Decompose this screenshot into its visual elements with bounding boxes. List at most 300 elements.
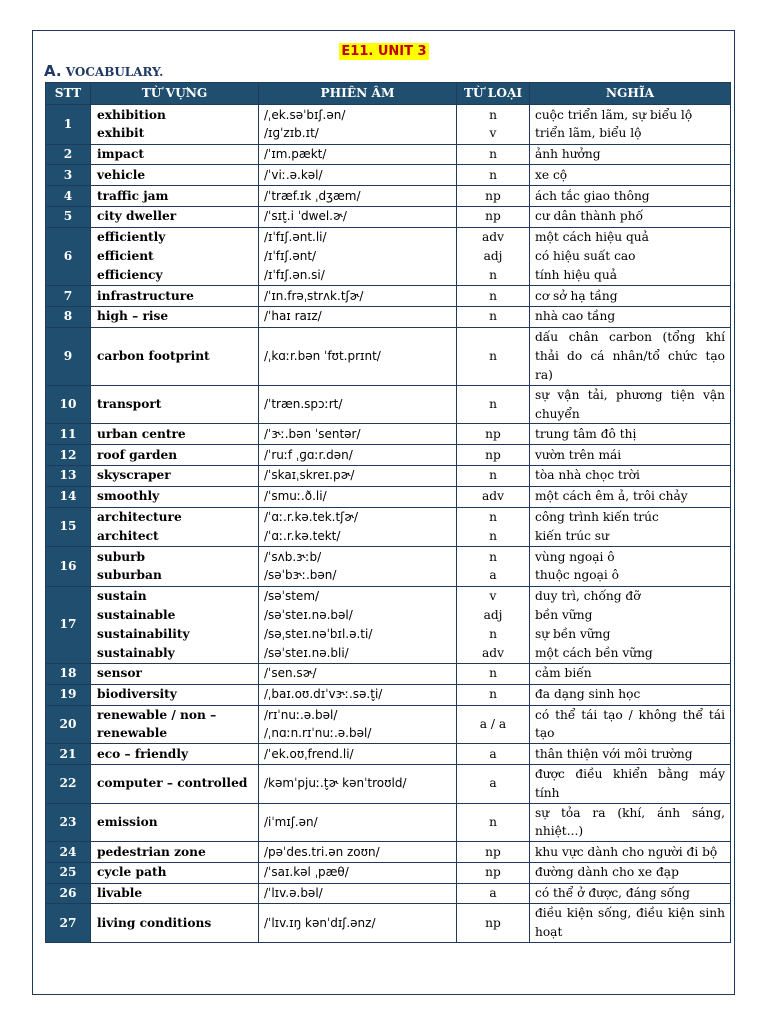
vocab-word [91,883,259,904]
meaning [530,465,731,486]
part-of-speech-line: n [489,397,497,412]
phonetic-line: /ˈlɪv.ɪŋ kənˈdɪʃ.ənz/ [264,915,376,930]
page-title: E11. UNIT 3 [341,44,427,59]
meaning-line: thuộc ngoại ô [535,568,619,583]
phonetic-line: /səˌsteɪ.nəˈbɪl.ə.ti/ [264,626,373,641]
meaning-line: trung tâm đô thị [535,426,637,441]
vocab-word-line: sustainability [97,626,190,641]
table-row [46,705,731,744]
table-row [46,883,731,904]
part-of-speech-line: np [485,188,501,203]
phonetic-line: /səˈsteɪ.nə.bəl/ [264,608,353,623]
vocab-word [91,486,259,507]
phonetic-line: /ˈviː.ə.kəl/ [264,167,323,182]
phonetic-line: /ˈɪm.pækt/ [264,147,327,162]
section-label: VOCABULARY. [65,65,164,79]
phonetic-line: /iˈmɪʃ.ən/ [264,814,318,829]
part-of-speech [457,507,530,547]
vocabulary-table [45,82,731,943]
part-of-speech-line: a [489,568,497,583]
vocab-word-line: carbon footprint [97,348,210,363]
part-of-speech-line: n [489,528,497,543]
phonetic [259,465,457,486]
table-row [46,424,731,445]
phonetic-line: /ˌnɑːn.rɪˈnuː.ə.bəl/ [264,726,372,741]
meaning-line: triển lãm, biểu lộ [535,126,642,141]
phonetic-line: /səˈbɝː.bən/ [264,568,337,583]
vocab-word [91,862,259,883]
part-of-speech [457,105,530,145]
vocab-word-line: smoothly [97,489,160,504]
row-number: 25 [46,862,91,883]
table-row [46,385,731,424]
row-number: 19 [46,684,91,705]
phonetic-line: /ɪɡˈzɪb.ɪt/ [264,126,319,141]
table-row [46,764,731,803]
vocab-word-line: cycle path [97,865,167,880]
meaning-line: cảm biến [535,666,592,681]
part-of-speech-line: adj [483,608,503,623]
phonetic [259,507,457,547]
phonetic [259,764,457,803]
vocab-word [91,306,259,327]
vocab-word [91,144,259,165]
meaning [530,327,731,385]
vocab-word [91,684,259,705]
row-number: 14 [46,486,91,507]
phonetic-line: /səˈstem/ [264,589,320,604]
part-of-speech-line: adj [483,249,503,264]
table-row [46,486,731,507]
phonetic [259,227,457,285]
row-number: 4 [46,186,91,207]
phonetic [259,705,457,744]
meaning [530,586,731,663]
meaning-line: có hiệu suất cao [535,249,636,264]
vocab-word [91,206,259,227]
part-of-speech-line: n [489,348,497,363]
vocab-word-line: biodiversity [97,687,177,702]
phonetic [259,424,457,445]
table-row [46,306,731,327]
phonetic-line: /ˈtræf.ɪk ˌdʒæm/ [264,188,361,203]
table-row [46,684,731,705]
part-of-speech-line: n [489,267,497,282]
part-of-speech-line: a [489,776,497,791]
part-of-speech-line: np [485,844,501,859]
phonetic-line: /kəmˈpjuː.t̬ɚ kənˈtroʊld/ [264,776,407,791]
table-row [46,186,731,207]
table-row [46,105,731,145]
vocab-word-line: high – rise [97,309,169,324]
vocab-word-line: efficiency [97,267,163,282]
vocab-word-line: livable [97,886,143,901]
part-of-speech-line: np [485,865,501,880]
meaning [530,286,731,307]
part-of-speech-line: n [489,687,497,702]
part-of-speech-line: adv [482,489,504,504]
phonetic [259,842,457,863]
phonetic [259,445,457,466]
part-of-speech [457,144,530,165]
vocab-word [91,663,259,684]
meaning [530,144,731,165]
vocab-word [91,547,259,587]
phonetic-line: /ˈsen.sɚ/ [264,666,317,681]
part-of-speech [457,465,530,486]
table-row [46,227,731,285]
phonetic [259,186,457,207]
meaning [530,165,731,186]
table-row [46,547,731,587]
part-of-speech-line: n [489,309,497,324]
table-row [46,144,731,165]
phonetic [259,586,457,663]
part-of-speech-line: np [485,447,501,462]
table-row [46,663,731,684]
row-number: 17 [46,586,91,663]
vocab-word [91,327,259,385]
vocab-word [91,705,259,744]
phonetic [259,663,457,684]
section-heading [44,62,163,80]
phonetic [259,684,457,705]
vocab-word-line: impact [97,147,144,162]
part-of-speech-line: adv [482,230,504,245]
part-of-speech [457,206,530,227]
vocab-word [91,803,259,842]
phonetic-line: /ˈsʌb.ɝːb/ [264,549,322,564]
meaning [530,206,731,227]
part-of-speech [457,227,530,285]
table-row [46,904,731,943]
phonetic-line: /ˈɪn.frəˌstrʌk.tʃɚ/ [264,288,364,303]
vocab-word [91,186,259,207]
vocab-word [91,744,259,765]
part-of-speech [457,186,530,207]
table-row [46,286,731,307]
meaning [530,904,731,943]
vocab-word [91,424,259,445]
meaning [530,105,731,145]
vocab-word-line: infrastructure [97,288,194,303]
part-of-speech [457,385,530,424]
meaning-line: thân thiện với môi trường [535,746,693,761]
part-of-speech-line: n [489,468,497,483]
phonetic [259,165,457,186]
part-of-speech [457,803,530,842]
part-of-speech [457,663,530,684]
phonetic-line: /ˈsɪt̬.i ˈdwel.ɚ/ [264,209,347,224]
vocab-word [91,165,259,186]
meaning-line: một cách hiệu quả [535,230,649,245]
vocab-word-line: suburb [97,549,146,564]
part-of-speech [457,306,530,327]
phonetic-line: /ˌbaɪ.oʊ.dɪˈvɝː.sə.t̬i/ [264,687,383,702]
meaning [530,385,731,424]
meaning-line: vùng ngoại ô [535,549,615,564]
header-pos: TỪ LOẠI [457,83,530,105]
meaning [530,424,731,445]
meaning-line: công trình kiến trúc [535,510,659,525]
vocab-word-line: sensor [97,666,142,681]
table-row [46,744,731,765]
meaning-line: kiến trúc sư [535,528,609,543]
phonetic-line: /ˈtræn.spɔːrt/ [264,397,343,412]
phonetic [259,744,457,765]
meaning-line: cư dân thành phố [535,209,644,224]
table-row [46,445,731,466]
part-of-speech-line: a [489,746,497,761]
meaning [530,744,731,765]
meaning [530,883,731,904]
row-number: 13 [46,465,91,486]
row-number: 23 [46,803,91,842]
vocab-word-line: sustain [97,589,147,604]
vocab-word [91,842,259,863]
table-row [46,327,731,385]
row-number: 24 [46,842,91,863]
row-number: 3 [46,165,91,186]
row-number: 8 [46,306,91,327]
phonetic-line: /rɪˈnuː.ə.bəl/ [264,707,338,722]
table-body [46,105,731,943]
part-of-speech [457,424,530,445]
row-number: 15 [46,507,91,547]
phonetic [259,904,457,943]
meaning [530,227,731,285]
phonetic-line: /səˈsteɪ.nə.bli/ [264,645,349,660]
vocab-word-line: living conditions [97,915,212,930]
meaning-line: điều kiện sống, điều kiện sinh hoạt [535,906,725,940]
vocab-word-line: roof garden [97,447,178,462]
phonetic-line: /ˈɝː.bən ˈsentər/ [264,426,361,441]
phonetic [259,327,457,385]
part-of-speech [457,286,530,307]
vocab-word [91,507,259,547]
row-number: 9 [46,327,91,385]
vocab-word-line: sustainably [97,645,175,660]
part-of-speech [457,744,530,765]
phonetic-line: /ˈsaɪ.kəl ˌpæθ/ [264,865,349,880]
phonetic [259,306,457,327]
part-of-speech [457,486,530,507]
phonetic-line: /ˌek.səˈbɪʃ.ən/ [264,107,346,122]
phonetic-line: /ɪˈfɪʃ.ənt.li/ [264,230,327,245]
phonetic [259,486,457,507]
phonetic-line: /ˈsmuː.ð.li/ [264,489,327,504]
phonetic-line: /ˈek.oʊˌfrend.li/ [264,746,354,761]
vocab-word-line: eco – friendly [97,746,189,761]
meaning-line: vườn trên mái [535,447,622,462]
table-header-row [46,83,731,105]
row-number: 26 [46,883,91,904]
part-of-speech-line: n [489,510,497,525]
table-row [46,803,731,842]
part-of-speech-line: n [489,107,497,122]
part-of-speech-line: n [489,666,497,681]
meaning-line: ách tắc giao thông [535,188,650,203]
row-number: 10 [46,385,91,424]
part-of-speech-line: n [489,814,497,829]
meaning-line: sự bền vững [535,626,611,641]
vocab-word-line: traffic jam [97,188,169,203]
vocab-word-line: exhibit [97,126,145,141]
phonetic-line: /ɪˈfɪʃ.ənt/ [264,249,317,264]
part-of-speech-line: n [489,626,497,641]
header-word: TỪ VỰNG [91,83,259,105]
row-number: 7 [46,286,91,307]
phonetic [259,286,457,307]
meaning [530,306,731,327]
row-number: 21 [46,744,91,765]
vocab-word-line: pedestrian zone [97,844,206,859]
part-of-speech [457,445,530,466]
row-number: 6 [46,227,91,285]
phonetic [259,105,457,145]
meaning-line: nhà cao tầng [535,309,616,324]
meaning-line: sự vận tải, phương tiện vận chuyển [535,387,725,421]
vocab-word [91,904,259,943]
part-of-speech [457,862,530,883]
table-row [46,165,731,186]
part-of-speech-line: n [489,288,497,303]
row-number: 22 [46,764,91,803]
part-of-speech-line: a / a [479,716,507,731]
row-number: 12 [46,445,91,466]
meaning-line: xe cộ [535,167,568,182]
table-row [46,862,731,883]
meaning [530,803,731,842]
phonetic [259,547,457,587]
meaning [530,663,731,684]
phonetic [259,862,457,883]
meaning-line: đường dành cho xe đạp [535,865,679,880]
meaning-line: một cách êm ả, trôi chảy [535,489,688,504]
vocab-word-line: emission [97,814,158,829]
header-meaning: NGHĨA [530,83,731,105]
meaning-line: dấu chân carbon (tổng khí thải do cá nhân/tổ chức tạo ra) [535,330,725,382]
part-of-speech [457,165,530,186]
header-ipa: PHIÊN ÂM [259,83,457,105]
part-of-speech [457,684,530,705]
header-stt: STT [46,83,91,105]
phonetic-line: /ˈɑː.r.kə.tekt/ [264,528,341,543]
part-of-speech-line: n [489,147,497,162]
meaning-line: duy trì, chống đỡ [535,589,641,604]
row-number: 11 [46,424,91,445]
row-number: 5 [46,206,91,227]
meaning-line: cuộc triển lãm, sự biểu lộ [535,107,693,122]
meaning [530,507,731,547]
vocab-word [91,764,259,803]
vocab-word-line: efficient [97,249,154,264]
phonetic-line: /ˈruːf ˌɡɑːr.dən/ [264,447,353,462]
meaning [530,764,731,803]
row-number: 2 [46,144,91,165]
meaning [530,684,731,705]
meaning-line: ảnh hưởng [535,147,601,162]
meaning [530,445,731,466]
vocab-word-line: city dweller [97,209,177,224]
part-of-speech-line: adv [482,645,504,660]
part-of-speech-line: np [485,209,501,224]
meaning [530,486,731,507]
phonetic-line: /pəˈdes.tri.ən zoʊn/ [264,844,380,859]
part-of-speech-line: v [489,589,497,604]
phonetic [259,883,457,904]
vocab-word-line: architect [97,528,159,543]
vocab-word-line: suburban [97,568,162,583]
meaning-line: bền vững [535,608,593,623]
table-row [46,465,731,486]
part-of-speech [457,547,530,587]
table-row [46,842,731,863]
part-of-speech [457,586,530,663]
vocab-word-line: sustainable [97,608,176,623]
part-of-speech-line: np [485,915,501,930]
phonetic-line: /ˌkɑːr.bən ˈfʊt.prɪnt/ [264,348,381,363]
meaning-line: một cách bền vững [535,645,653,660]
meaning [530,705,731,744]
part-of-speech [457,842,530,863]
meaning-line: khu vực dành cho người đi bộ [535,844,718,859]
part-of-speech [457,883,530,904]
vocab-word [91,105,259,145]
meaning-line: sự tỏa ra (khí, ánh sáng, nhiệt...) [535,805,725,839]
meaning-line: tính hiệu quả [535,267,617,282]
section-letter: A. [44,62,62,80]
table-row [46,507,731,547]
table-row [46,586,731,663]
vocab-word-line: vehicle [97,167,146,182]
meaning-line: đa dạng sinh học [535,687,641,702]
vocab-word [91,465,259,486]
phonetic [259,803,457,842]
meaning [530,862,731,883]
part-of-speech-line: np [485,426,501,441]
row-number: 20 [46,705,91,744]
row-number: 18 [46,663,91,684]
phonetic-line: /ˈlɪv.ə.bəl/ [264,886,323,901]
meaning-line: có thể tái tạo / không thể tái tạo [535,707,725,741]
meaning-line: có thể ở được, đáng sống [535,886,690,901]
phonetic-line: /ɪˈfɪʃ.ən.si/ [264,267,325,282]
row-number: 1 [46,105,91,145]
phonetic-line: /ˈɑː.r.kə.tek.tʃɚ/ [264,510,359,525]
title-wrap [0,40,768,60]
part-of-speech-line: n [489,167,497,182]
vocab-word-line: efficiently [97,230,166,245]
vocab-word [91,286,259,307]
vocab-word-line: renewable / non – [97,707,217,722]
vocab-word-line: urban centre [97,426,186,441]
meaning-line: tòa nhà chọc trời [535,468,640,483]
part-of-speech-line: n [489,549,497,564]
part-of-speech [457,705,530,744]
part-of-speech [457,327,530,385]
phonetic [259,206,457,227]
phonetic [259,144,457,165]
row-number: 16 [46,547,91,587]
vocab-word [91,227,259,285]
vocab-word-line: transport [97,397,162,412]
table-row [46,206,731,227]
meaning-line: được điều khiển bằng máy tính [535,766,725,800]
phonetic-line: /ˈhaɪ raɪz/ [264,309,322,324]
phonetic [259,385,457,424]
vocab-word [91,445,259,466]
